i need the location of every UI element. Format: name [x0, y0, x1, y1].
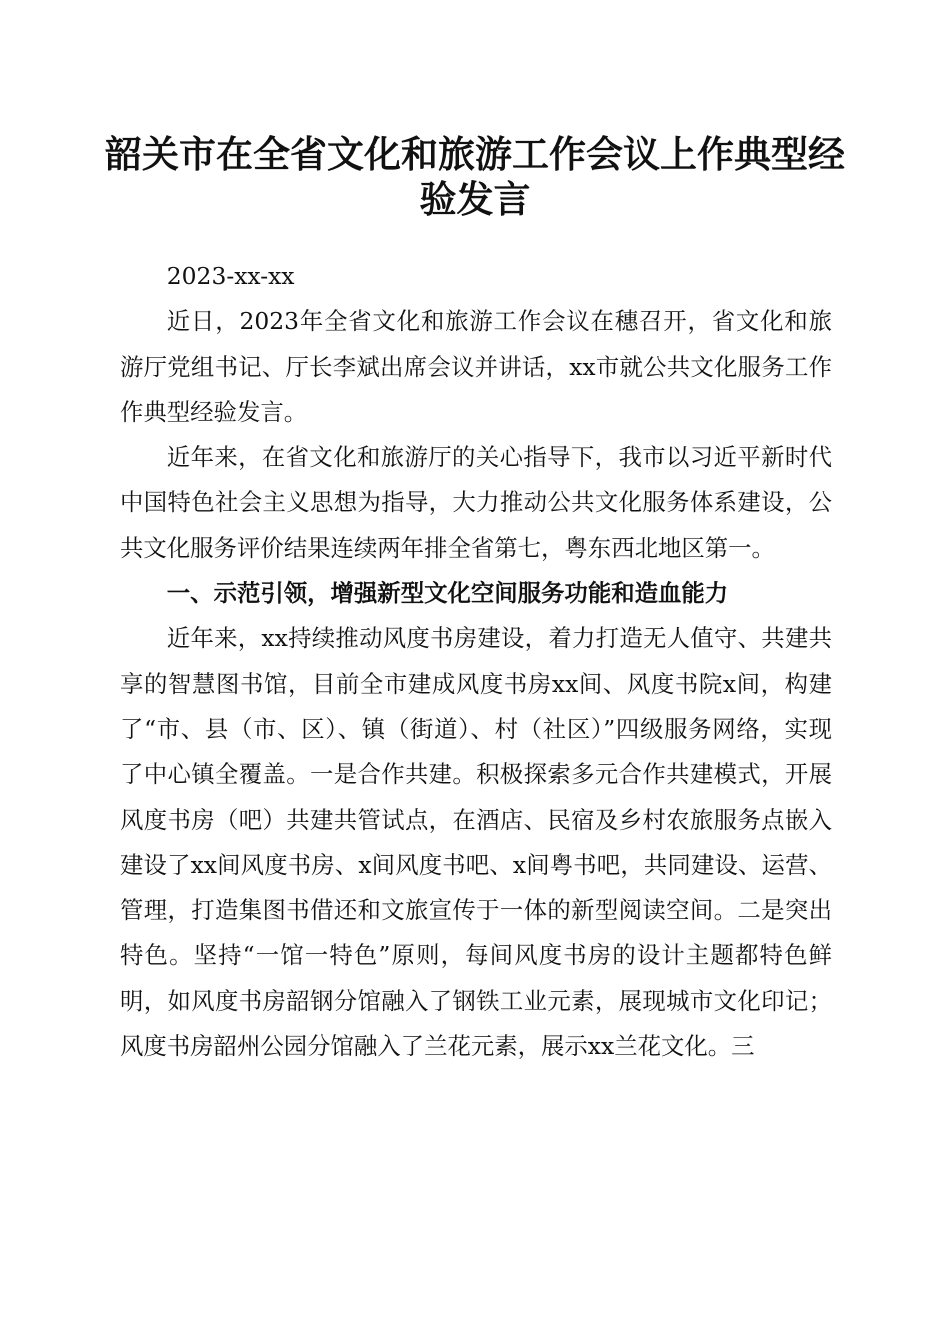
document-date: 2023-xx-xx	[166, 262, 295, 290]
section-1-heading: 一、示范引领，增强新型文化空间服务功能和造血能力	[166, 579, 729, 608]
section-1-paragraph: 近年来，xx持续推动风度书房建设，着力打造无人值守、共建共享的智慧图书馆，目前全市建成风度书房xx间、风度书院x间，构建了“市、县（市、区）、镇（街道）、村（社区）”四级服务网络，实现了中心镇全覆盖。一是合作共建。积极探索多元合作共建模式，开展风度书房（吧）共建共管试点，在酒店、民宿及乡村农旅服务点嵌入建设了xx间风度书房、x间风度书吧、x间粤书吧，共同建设、运营、管理，打造集图书借还和文旅宣传于一体的新型阅读空间。二是突出特色。坚持“一馆一特色”原则，每间风度书房的设计主题都特色鲜明，如风度书房韶钢分馆融入了钢铁工业元素，展现城市文化印记；风度书房韶州公园分馆融入了兰花元素，展示xx兰花文化。三	[120, 624, 832, 1061]
paragraph-1: 近日，2023年全省文化和旅游工作会议在穗召开，省文化和旅游厅党组书记、厅长李斌出席会议并讲话，xx市就公共文化服务工作作典型经验发言。	[120, 307, 832, 426]
document-body	[120, 254, 832, 1069]
paragraph-2: 近年来，在省文化和旅游厅的关心指导下，我市以习近平新时代中国特色社会主义思想为指导，大力推动公共文化服务体系建设，公共文化服务评价结果连续两年排全省第七，粤东西北地区第一。	[120, 443, 832, 562]
document-title: 韶关市在全省文化和旅游工作会议上作典型经验发言	[105, 132, 845, 221]
